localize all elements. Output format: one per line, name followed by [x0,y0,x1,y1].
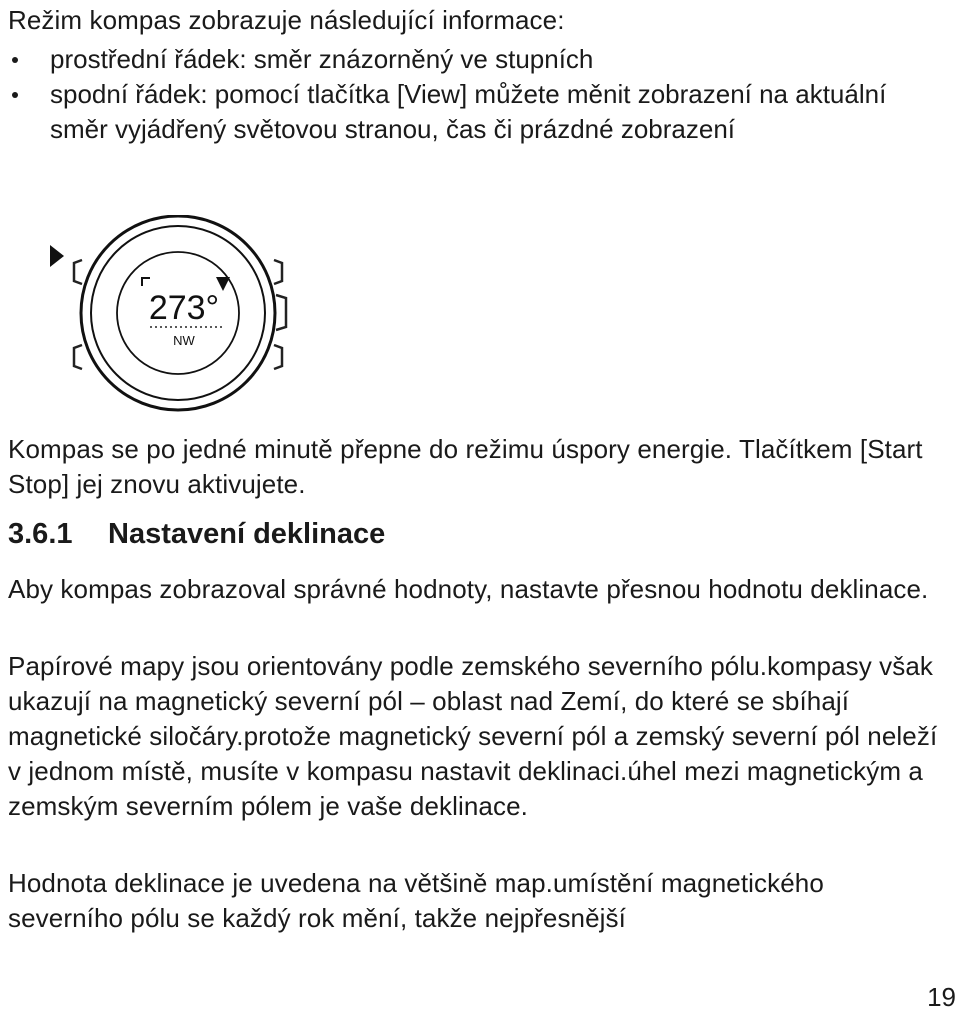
list-item [8,77,940,147]
list-item-text: spodní řádek: pomocí tlačítka [View] můžete měnit zobrazení na aktuální směr vyjádřený světovou stranou, čas či prázdné zobrazení [50,79,887,144]
cardinal-readout: NW [173,333,195,348]
list-item-text: prostřední řádek: směr znázorněný ve stupních [50,44,594,74]
intro-text: Režim kompas zobrazuje následující informace: [8,5,565,35]
pointer-triangle-icon [50,245,64,267]
section-title: Nastavení deklinace [108,518,386,550]
section-number: 3.6.1 [8,518,73,550]
body-paragraph: Aby kompas zobrazoval správné hodnoty, nastavte přesnou hodnotu deklinace. [8,574,929,604]
body-paragraph: Papírové mapy jsou orientovány podle zemského severního pólu.kompasy však ukazují na magnetický severní pól – oblast nad Zemí, do které se sbíhají magnetické siločáry.protože magnetický severní pól a zemský severní pól neleží v jednom místě, musíte v kompasu nastavit deklinaci.úhel mezi magnetickým a zemským severním pólem je vaše deklinace. [8,651,938,821]
list-item [8,42,940,77]
body-paragraph: Hodnota deklinace je uvedena na většině map.umístění magnetického severního pólu se každý rok mění, takže nejpřesnější [8,868,824,933]
standby-paragraph: Kompas se po jedné minutě přepne do režimu úspory energie. Tlačítkem [Start Stop] jej znovu aktivujete. [8,434,923,499]
page-number: 19 [927,982,956,1012]
section-heading [8,515,385,553]
bullet-icon [12,92,18,98]
watch-display-illustration [48,215,308,415]
watch-icon [48,215,308,415]
bullet-icon [12,57,18,63]
heading-readout: 273° [148,289,220,327]
info-list [8,42,940,147]
